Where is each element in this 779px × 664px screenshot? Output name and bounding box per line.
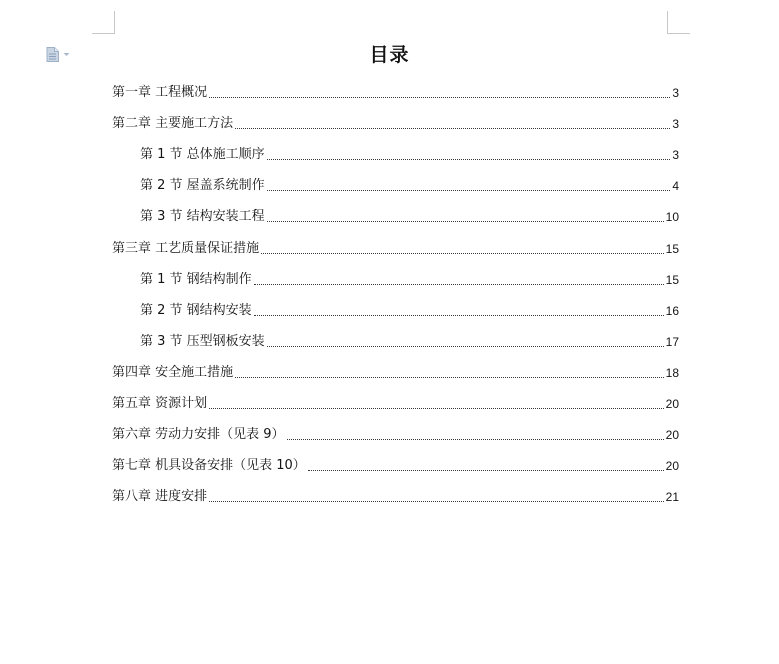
toc-entry-label: 第三章 工艺质量保证措施 [112, 240, 260, 256]
toc-dot-leader [209, 407, 664, 409]
toc-entry-label: 第四章 安全施工措施 [112, 364, 234, 380]
toc-entry[interactable] [140, 172, 679, 194]
toc-entry-label: 第 2 节 屋盖系统制作 [140, 178, 265, 194]
toc-page-number: 16 [665, 303, 679, 318]
toc-dot-leader [209, 96, 670, 98]
toc-page-number: 18 [665, 365, 679, 380]
toc-page-number: 3 [672, 117, 679, 132]
toc-entry-label: 第 3 节 结构安装工程 [140, 209, 265, 225]
toc-page-number: 15 [665, 272, 679, 287]
toc-entry-label: 第 1 节 钢结构制作 [140, 271, 252, 287]
toc-entry[interactable] [112, 421, 679, 443]
toc-entry[interactable] [112, 452, 679, 474]
toc-entry[interactable] [112, 110, 679, 132]
toc-entry[interactable] [140, 203, 679, 225]
toc-page-number: 20 [665, 397, 679, 411]
toc-title: 目录 [369, 44, 410, 66]
toc-entry-label: 第 2 节 钢结构安装 [140, 302, 252, 318]
toc-page-number: 20 [665, 459, 679, 474]
toc-entry[interactable] [112, 390, 679, 412]
toc-dot-leader [254, 283, 664, 285]
toc-dot-leader [209, 500, 664, 502]
toc-page-number: 3 [672, 86, 679, 100]
toc-dot-leader [235, 376, 664, 378]
toc-dot-leader [254, 314, 664, 316]
toc-entry[interactable] [112, 79, 679, 101]
toc-entry-label: 第八章 进度安排 [112, 489, 208, 505]
toc-dot-leader [267, 158, 671, 160]
toc-entry[interactable] [112, 235, 679, 257]
toc-entry[interactable] [140, 266, 679, 288]
toc-entry[interactable] [112, 483, 679, 505]
toc-page-number: 20 [665, 428, 679, 443]
toc-entry-label: 第五章 资源计划 [112, 396, 208, 411]
toc-dot-leader [267, 345, 664, 347]
toc-page-number: 21 [665, 490, 679, 505]
toc-entry-label: 第 3 节 压型钢板安装 [140, 333, 265, 349]
toc-dot-leader [267, 189, 671, 191]
toc-entry[interactable] [112, 359, 679, 381]
toc-dot-leader [287, 438, 664, 440]
toc-entry[interactable] [140, 328, 679, 350]
toc-dot-leader [308, 469, 664, 471]
crop-mark-top-right [667, 11, 690, 34]
toc-page-number: 4 [672, 179, 679, 194]
toc-entry-label: 第六章 劳动力安排（见表 9） [112, 427, 285, 443]
toc-page-number: 17 [665, 334, 679, 349]
toc-dot-leader [261, 252, 664, 254]
toc-entry[interactable] [140, 141, 679, 163]
toc-page-number: 15 [665, 241, 679, 256]
toc-entry-label: 第二章 主要施工方法 [112, 116, 234, 132]
crop-mark-top-left [92, 11, 115, 34]
toc-entry-label: 第七章 机具设备安排（见表 10） [112, 458, 306, 474]
toc-dot-leader [235, 127, 670, 129]
toc-page-number: 10 [665, 210, 679, 225]
toc-entry-label: 第 1 节 总体施工顺序 [140, 147, 265, 163]
toc-dot-leader [267, 220, 664, 222]
toc-entry-label: 第一章 工程概况 [112, 85, 208, 100]
toc-entry[interactable] [140, 297, 679, 319]
toc-page-number: 3 [672, 148, 679, 163]
